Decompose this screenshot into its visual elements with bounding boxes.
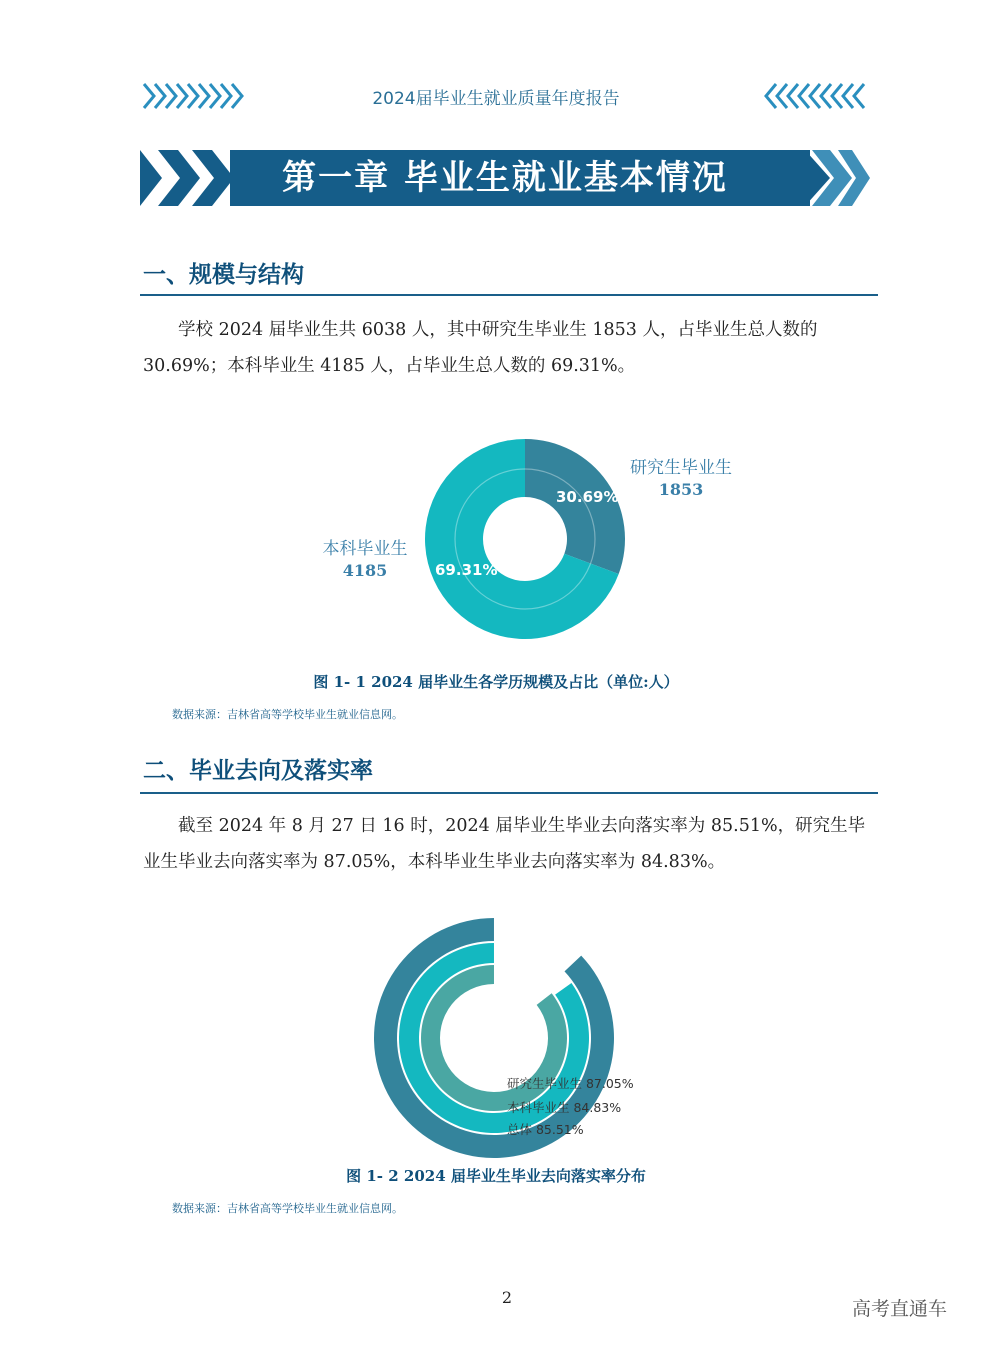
section-divider bbox=[140, 792, 878, 794]
section-title-destination: 二、毕业去向及落实率 bbox=[143, 758, 373, 784]
radial-label-postgrad: 研究生毕业生 87.05% bbox=[507, 1076, 634, 1091]
donut-label-undergrad bbox=[312, 538, 418, 582]
figure-caption-2: 图 1- 2 2024 届毕业生毕业去向落实率分布 bbox=[346, 1167, 646, 1185]
donut-percent-label-undergrad: 69.31% bbox=[435, 561, 498, 579]
donut-label-postgrad bbox=[620, 457, 742, 501]
radial-label-undergrad: 本科毕业生 84.83% bbox=[507, 1100, 622, 1115]
donut-category-undergrad: 本科毕业生 bbox=[322, 539, 408, 559]
donut-slice-postgrad bbox=[525, 439, 625, 574]
section-divider bbox=[140, 294, 878, 296]
section-paragraph-scale: 学校 2024 届毕业生共 6038 人，其中研究生毕业生 1853 人，占毕业生总人数的 30.69%；本科毕业生 4185 人，占毕业生总人数的 69.31%。 bbox=[143, 320, 818, 376]
scale-donut-chart bbox=[424, 438, 626, 640]
donut-category-postgrad: 研究生毕业生 bbox=[630, 458, 732, 478]
data-source-2: 数据来源：吉林省高等学校毕业生就业信息网。 bbox=[172, 1202, 403, 1215]
donut-percent-label-postgrad: 30.69% bbox=[556, 488, 619, 506]
section-title-scale: 一、规模与结构 bbox=[143, 262, 304, 288]
header-right-chevrons bbox=[764, 80, 872, 112]
chapter-title: 第一章 毕业生就业基本情况 bbox=[282, 158, 728, 198]
data-source-1: 数据来源：吉林省高等学校毕业生就业信息网。 bbox=[172, 708, 403, 721]
donut-value-postgrad: 1853 bbox=[658, 480, 704, 499]
section-paragraph-destination: 截至 2024 年 8 月 27 日 16 时，2024 届毕业生毕业去向落实率为 85.51%，研究生毕业生毕业去向落实率为 87.05%，本科毕业生毕业去向落实率为 84.83%。 bbox=[143, 816, 866, 872]
watermark-text: 高考直通车 bbox=[852, 1298, 948, 1320]
donut-value-undergrad: 4185 bbox=[342, 561, 388, 580]
figure-caption-1: 图 1- 1 2024 届毕业生各学历规模及占比（单位:人） bbox=[313, 673, 679, 691]
page-number: 2 bbox=[501, 1288, 513, 1307]
report-header-title: 2024届毕业生就业质量年度报告 bbox=[372, 89, 620, 109]
radial-label-overall: 总体 85.51% bbox=[507, 1122, 584, 1137]
